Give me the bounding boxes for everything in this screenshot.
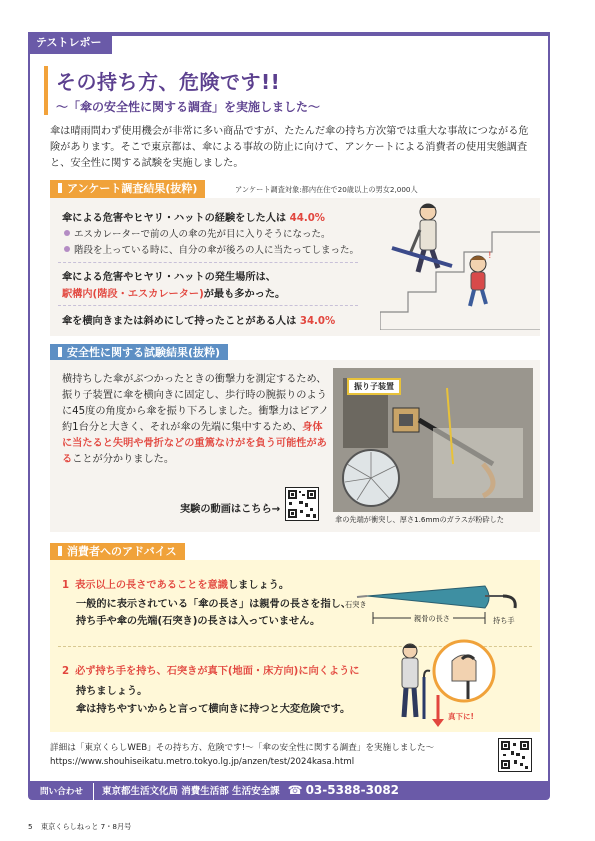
contact-label: 問い合わせ (30, 783, 94, 801)
survey-item-2-line2: 駅構内(階段・エスカレーター)が最も多かった。 (62, 289, 286, 300)
photo-caption: 傘の先端が衝突し、厚さ1.6mmのガラスが粉砕した (335, 515, 504, 524)
section-tab: テストレポート (28, 32, 112, 54)
page-subtitle: 〜「傘の安全性に関する調査」を実施しました〜 (56, 100, 321, 114)
advice-1-heading: 1 表示以上の長さであることを意識しましょう。 (62, 580, 290, 591)
divider (58, 305, 358, 306)
contact-dept: 東京都生活文化局 消費生活部 生活安全課 (101, 786, 280, 797)
advice-2-line1: 持ちましょう。 (76, 686, 148, 697)
detail-line: 詳細は「東京くらしWEB」その持ち方、危険です!〜「傘の安全性に関する調査」を実施しました〜 (50, 743, 435, 753)
down-label: 真下に! (448, 712, 474, 721)
survey-item-2-line1: 傘による危害やヒヤリ・ハットの発生場所は、 (62, 272, 276, 283)
survey-item-3: 傘を横向きまたは斜めにして持ったことがある人は 34.0% (62, 316, 336, 327)
detail-url[interactable]: https://www.shouhiseikatu.metro.tokyo.lg.jp/anzen/test/2024kasa.html (50, 757, 355, 767)
stairs-illustration (380, 196, 540, 330)
advice-section-label: 消費者へのアドバイス (50, 543, 185, 561)
intro-paragraph: 傘は晴雨問わず使用機会が非常に多い商品ですが、たたんだ傘の持ち方次第では重大な事故につながる危険があります。そこで東京都は、傘による事故の防止に向けて、アンケートによる消費者の使用実態調査と、安全性に関する試験を実施しました。 (50, 126, 529, 169)
qr-code-detail[interactable] (498, 738, 532, 772)
svg-text:!: ! (488, 251, 492, 261)
tab-bar (112, 32, 550, 36)
title-block (44, 66, 320, 115)
survey-item-1: 傘による危害やヒヤリ・ハットの経験をした人は 44.0% (62, 213, 326, 224)
contact-phone[interactable]: 03-5388-3082 (305, 783, 400, 797)
qr-code-video[interactable] (285, 487, 319, 521)
page-title: その持ち方、危険です!! (56, 70, 281, 94)
divider (58, 262, 358, 263)
survey-bullet-2: 階段を上っている時に、自分の傘が後ろの人に当たってしまった。 (64, 242, 359, 256)
advice-1-line2: 持ち手や傘の先端(石突き)の長さは入っていません。 (76, 616, 321, 627)
advice-2-line2: 傘は持ちやすいからと言って横向きに持つと大変危険です。 (76, 704, 351, 715)
advice-2-heading: 2 必ず持ち手を持ち、石突きが真下(地面・床方向)に向くように (62, 666, 360, 677)
survey-section-label: アンケート調査結果(抜粋) (50, 180, 205, 198)
survey-note: アンケート調査対象:都内在住で20歳以上の男女2,000人 (235, 185, 418, 194)
survey-bullet-1: エスカレーターで前の人の傘の先が目に入りそうになった。 (64, 226, 331, 240)
video-link-label[interactable]: 実験の動画はこちら→ (180, 504, 281, 515)
test-section-label: 安全性に関する試験結果(抜粋) (50, 344, 228, 362)
detail-info (50, 741, 434, 769)
holding-illustration (392, 637, 532, 729)
test-paragraph: 横持ちした傘がぶつかったときの衝撃力を測定するため、振り子装置に傘を横向きに固定し、歩行時の腕振りのように45度の角度から傘を振り下ろしました。衝撃力はピアノ約1台分と大きく、それが傘の先端に集中するため、身体に当たると失明や骨折などの重篤なけがを負う可能性があることが分かりました。 (62, 374, 329, 465)
pendulum-photo (333, 368, 533, 512)
magazine-name: 東京くらしねっと 7・8月号 (40, 822, 132, 831)
phone-icon: ☎ (287, 783, 303, 797)
pendulum-tag: 振り子装置 (347, 378, 401, 395)
advice-1-line1: 一般的に表示されている「傘の長さ」は親骨の長さを指し、 (76, 599, 352, 610)
diagram-handle-label: 持ち手 (493, 616, 515, 625)
page-number: 5 (28, 822, 33, 831)
page-footer (28, 822, 131, 832)
umbrella-length-diagram (345, 574, 535, 634)
diagram-stone-label: 石突き (345, 600, 367, 609)
contact-bar (30, 781, 548, 799)
diagram-rib-label: 親骨の長さ (411, 614, 453, 624)
